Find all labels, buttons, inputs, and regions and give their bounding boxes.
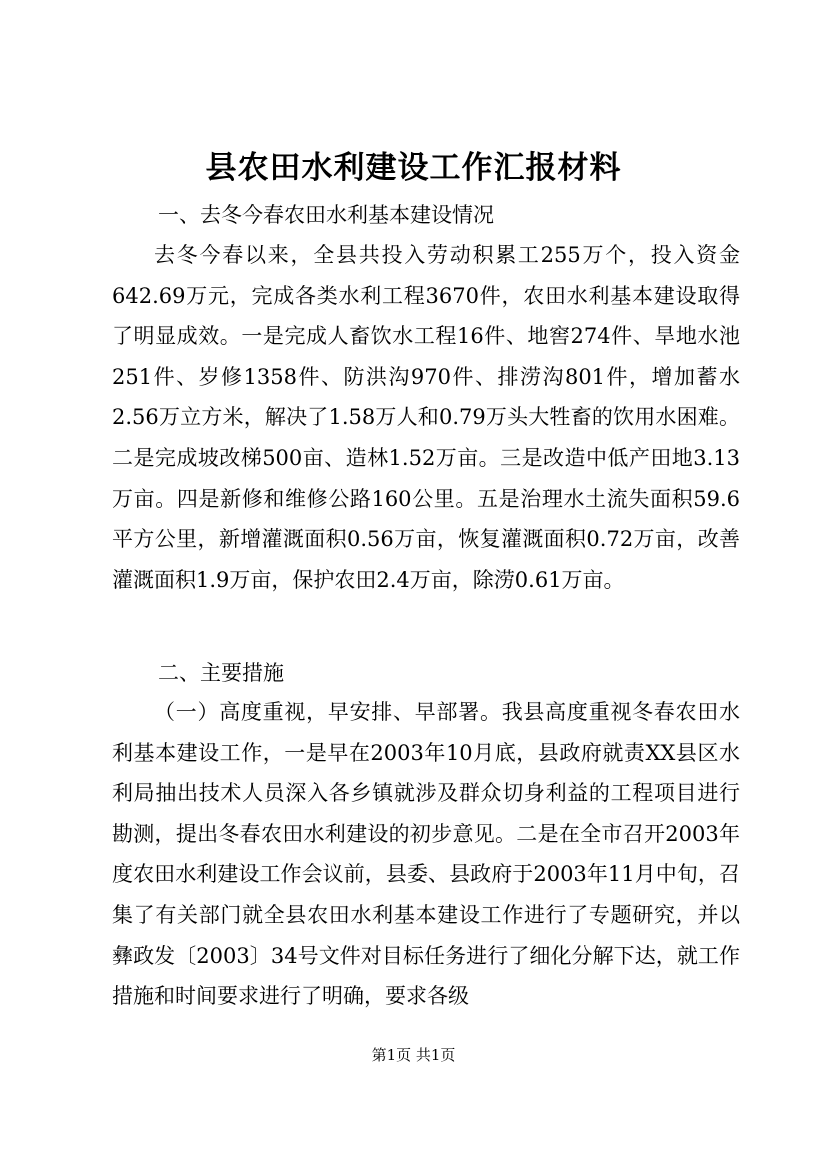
section-heading-2: 二、主要措施 [158,661,284,685]
section-heading-1: 一、去冬今春农田水利基本建设情况 [158,203,494,227]
section-paragraph-2: （一）高度重视，早安排、早部署。我县高度重视冬春农田水利基本建设工作，一是早在2003年10月底，县政府就责XX县区水利局抽出技术人员深入各乡镇就涉及群众切身利益的工程项目进行勘测，提出冬春农田水利建设的初步意见。二是在全市召开2003年度农田水利建设工作会议前，县委、县政府于2003年11月中旬，召集了有关部门就全县农田水利基本建设工作进行了专题研究，并以彝政发〔2003〕34号文件对目标任务进行了细化分解下达，就工作措施和时间要求进行了明确，要求各级 [112,700,740,1009]
document-title: 县农田水利建设工作汇报材料 [205,150,622,186]
section-paragraph-1: 去冬今春以来，全县共投入劳动积累工255万个，投入资金642.69万元，完成各类水利工程3670件，农田水利基本建设取得了明显成效。一是完成人畜饮水工程16件、地窖274件、旱地水池251件、岁修1358件、防洪沟970件、排涝沟801件，增加蓄水2.56万立方米，解决了1.58万人和0.79万头大牲畜的饮用水困难。二是完成坡改梯500亩、造林1.52万亩。三是改造中低产田地3.13万亩。四是新修和维修公路160公里。五是治理水土流失面积59.6平方公里，新增灌溉面积0.56万亩，恢复灌溉面积0.72万亩，改善灌溉面积1.9万亩，保护农田2.4万亩，除涝0.61万亩。 [112,243,740,592]
page-footer: 第1页 共1页 [371,1046,456,1064]
